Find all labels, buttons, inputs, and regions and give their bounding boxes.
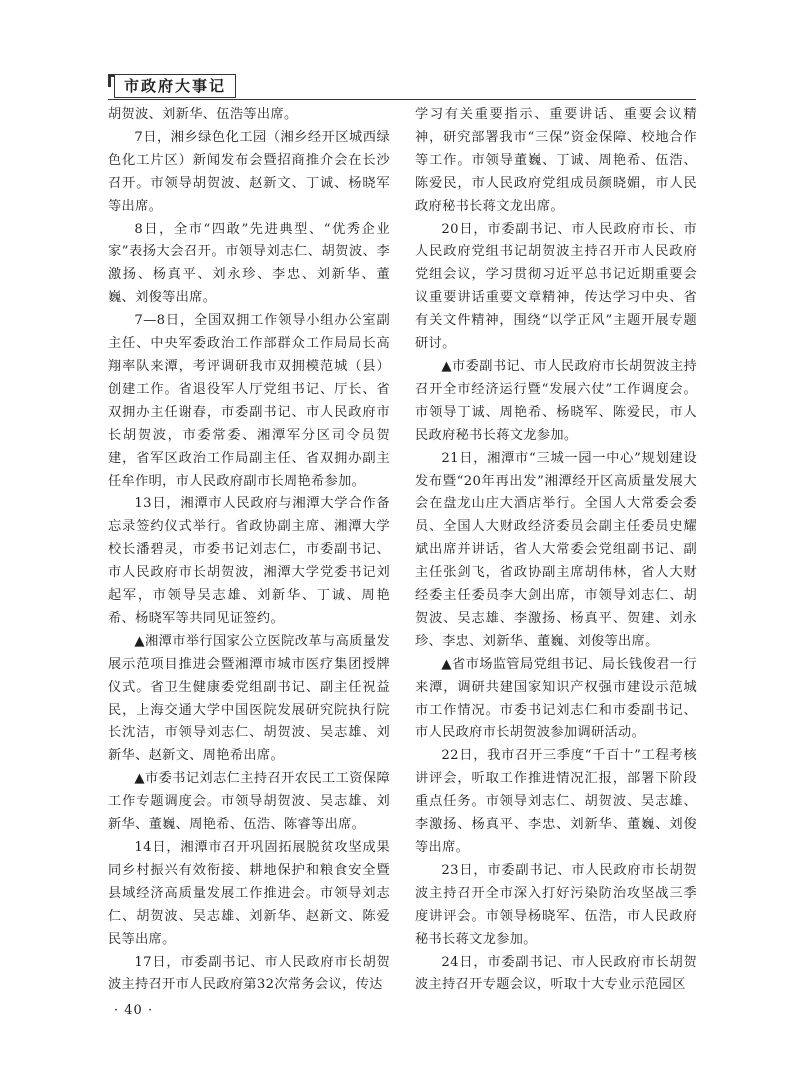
paragraph: 7日，湘乡绿色化工园（湘乡经开区城西绿色化工片区）新闻发布会暨招商推介会在长沙召开。市领导胡贺波、赵新文、丁诚、杨晓军等出席。 [108,129,390,214]
paragraph: 22日，我市召开三季度“千百十”工程考核讲评会，听取工作推进情况汇报，部署下阶段重点任务。市领导刘志仁、胡贺波、吴志雄、李激扬、杨真平、李忠、刘新华、董巍、刘俊等出席。 [415,748,697,855]
paragraph: 14日，湘潭市召开巩固拓展脱贫攻坚成果同乡村振兴有效衔接、耕地保护和粮食安全暨县域经济高质量发展工作推进会。市领导刘志仁、胡贺波、吴志雄、刘新华、赵新文、陈爱民等出席。 [108,840,390,947]
left-column [108,104,390,997]
right-column [415,104,697,997]
paragraph: 13日，湘潭市人民政府与湘潭大学合作备忘录签约仪式举行。省政协副主席、湘潭大学校长潘碧灵，市委书记刘志仁，市委副书记、市人民政府市长胡贺波，湘潭大学党委书记刘起军，市领导吴志雄、刘新华、丁诚、周艳希、杨晓军等共同见证签约。 [108,496,390,626]
paragraph: 17日，市委副书记、市人民政府市长胡贺波主持召开市人民政府第32次常务会议，传达 [108,954,390,993]
paragraph: 学习有关重要指示、重要讲话、重要会议精神，研究部署我市“三保”资金保障、校地合作等工作。市领导董巍、丁诚、周艳希、伍浩、陈爱民，市人民政府党组成员颜晓媚，市人民政府秘书长蒋文龙出席。 [415,107,697,214]
paragraph: 胡贺波、刘新华、伍浩等出席。 [108,107,298,122]
section-title: 市政府大事记 [114,74,236,98]
paragraph: ▲市委书记刘志仁主持召开农民工工资保障工作专题调度会。市领导胡贺波、吴志雄、刘新华、董巍、周艳希、伍浩、陈睿等出席。 [108,771,390,833]
paragraph: 23日，市委副书记、市人民政府市长胡贺波主持召开全市深入打好污染防治攻坚战三季度讲评会。市领导杨晓军、伍浩，市人民政府秘书长蒋文龙参加。 [415,862,697,947]
paragraph: ▲湘潭市举行国家公立医院改革与高质量发展示范项目推进会暨湘潭市城市医疗集团授牌仪式。省卫生健康委党组副书记、副主任祝益民，上海交通大学中国医院发展研究院执行院长沈洁，市领导刘志仁、胡贺波、吴志雄、刘新华、赵新文、周艳希出席。 [108,633,390,764]
header-rule [108,99,696,100]
paragraph: 7—8日，全国双拥工作领导小组办公室副主任、中央军委政治工作部群众工作局局长高翔率队来潭，考评调研我市双拥模范城（县）创建工作。省退役军人厅党组书记、厅长、省双拥办主任谢春，市委副书记、市人民政府市长胡贺波，市委常委、湘潭军分区司令员贺建，省军区政治工作局副主任、省双拥办副主任牟作明，市人民政府副市长周艳希参加。 [108,313,390,489]
paragraph: ▲省市场监管局党组书记、局长钱俊君一行来潭，调研共建国家知识产权强市建设示范城市工作情况。市委书记刘志仁和市委副书记、市人民政府市长胡贺波参加调研活动。 [415,656,697,741]
paragraph: 20日，市委副书记、市人民政府市长、市人民政府党组书记胡贺波主持召开市人民政府党组会议，学习贯彻习近平总书记近期重要会议重要讲话重要文章精神，传达学习中央、省有关文件精神，围绕“以学正风”主题开展专题研讨。 [415,221,697,352]
page-header [108,74,688,98]
paragraph: ▲市委副书记、市人民政府市长胡贺波主持召开全市经济运行暨“发展六仗”工作调度会。市领导丁诚、周艳希、杨晓军、陈爱民，市人民政府秘书长蒋文龙参加。 [415,358,697,443]
paragraph: 24日，市委副书记、市人民政府市长胡贺波主持召开专题会议，听取十大专业示范园区 [415,954,697,993]
paragraph: 8日，全市“四敢”先进典型、“优秀企业家”表扬大会召开。市领导刘志仁、胡贺波、李激扬、杨真平、刘永珍、李忠、刘新华、董巍、刘俊等出席。 [108,221,390,306]
page-number: · 40 · [114,1003,154,1018]
paragraph: 21日，湘潭市“三城一园一中心”规划建设发布暨“20年再出发”湘潭经开区高质量发展大会在盘龙山庄大酒店举行。全国人大常委会委员、全国人大财政经济委员会副主任委员史耀斌出席并讲话，省人大常委会党组副书记、副主任张剑飞，省政协副主席胡伟林，省人大财经委主任委员李大剑出席，市领导刘志仁、胡贺波、吴志雄、李激扬、杨真平、贺建、刘永珍、李忠、刘新华、董巍、刘俊等出席。 [415,450,697,649]
